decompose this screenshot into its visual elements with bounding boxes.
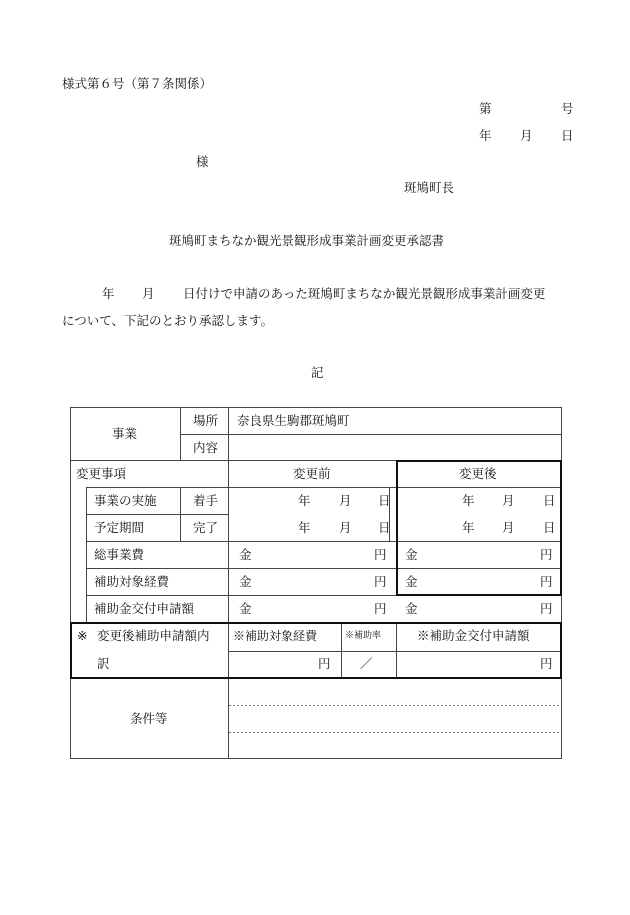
- label-uchiwake-1: 変更後補助申請額内: [97, 628, 210, 643]
- label-jisshi-1: 事業の実施: [94, 493, 157, 508]
- label-naiyo: 内容: [193, 440, 219, 455]
- doc-number-dai: 第: [479, 101, 492, 116]
- breakdown-hojo-taisho-en: 円: [318, 656, 331, 671]
- sojigyohi-go-en: 円: [540, 547, 553, 562]
- form-number: 様式第６号（第７条関係）: [62, 76, 213, 91]
- go-start-month: 月: [502, 493, 515, 508]
- go-end-day: 日: [543, 520, 556, 535]
- body-month: 月: [142, 286, 155, 301]
- label-henko-jiko: 変更事項: [76, 466, 127, 481]
- mae-end-month: 月: [339, 520, 352, 535]
- ki-label: 記: [311, 365, 324, 380]
- mae-end-year: 年: [298, 520, 311, 535]
- breakdown-hojokin-en: 円: [540, 656, 553, 671]
- label-joken: 条件等: [130, 711, 168, 726]
- hojo-taisho-go-en: 円: [540, 574, 553, 589]
- issuer: 斑鳩町長: [404, 180, 455, 195]
- label-sojigyohi: 総事業費: [94, 547, 145, 562]
- label-uchiwake-2: 訳: [97, 656, 110, 671]
- hojo-taisho-mae-kin: 金: [239, 574, 252, 589]
- label-hojokin-shinsei: 補助金交付申請額: [94, 601, 195, 616]
- mae-start-day: 日: [378, 493, 391, 508]
- header-henko-mae: 変更前: [293, 466, 331, 481]
- label-chakushu: 着手: [193, 493, 219, 508]
- hojokin-mae-kin: 金: [239, 601, 252, 616]
- mae-start-year: 年: [298, 493, 311, 508]
- go-start-year: 年: [462, 493, 475, 508]
- go-end-year: 年: [462, 520, 475, 535]
- mae-start-month: 月: [339, 493, 352, 508]
- breakdown-hojoritsu-slash: ／: [360, 656, 373, 671]
- header-k-hojo-taisho: ※補助対象経費: [233, 629, 318, 643]
- hojo-taisho-go-kin: 金: [405, 574, 418, 589]
- mae-end-day: 日: [378, 520, 391, 535]
- addressee-sama: 様: [196, 154, 209, 169]
- label-basho: 場所: [193, 413, 219, 428]
- body-year: 年: [102, 286, 115, 301]
- body-line2: について、下記のとおり承認します。: [62, 313, 274, 328]
- sojigyohi-go-kin: 金: [405, 547, 418, 562]
- basho-value: 奈良県生駒郡斑鳩町: [237, 413, 350, 428]
- body-line1: 日付けで申請のあった斑鳩町まちなか観光景観形成事業計画変更: [183, 286, 546, 301]
- header-k-hojoritsu: ※補助率: [345, 631, 382, 641]
- doc-number-go: 号: [561, 101, 574, 116]
- date-month: 月: [520, 128, 533, 143]
- hojokin-go-en: 円: [540, 601, 553, 616]
- header-k-hojokin: ※補助金交付申請額: [417, 628, 530, 643]
- breakdown-kome-mark: ※: [77, 628, 88, 643]
- document-title: 斑鳩町まちなか観光景観形成事業計画変更承認書: [169, 233, 445, 248]
- go-start-day: 日: [543, 493, 556, 508]
- sojigyohi-mae-en: 円: [374, 547, 387, 562]
- sojigyohi-mae-kin: 金: [239, 547, 252, 562]
- date-year: 年: [479, 128, 492, 143]
- label-hojo-taisho: 補助対象経費: [94, 574, 170, 589]
- label-jisshi-2: 予定期間: [94, 520, 145, 535]
- label-jigyo: 事業: [112, 426, 138, 441]
- hojokin-mae-en: 円: [374, 601, 387, 616]
- header-henko-go: 変更後: [459, 466, 497, 481]
- date-day: 日: [561, 128, 574, 143]
- hojokin-go-kin: 金: [405, 601, 418, 616]
- hojo-taisho-mae-en: 円: [374, 574, 387, 589]
- go-end-month: 月: [502, 520, 515, 535]
- label-kanryo: 完了: [193, 520, 219, 535]
